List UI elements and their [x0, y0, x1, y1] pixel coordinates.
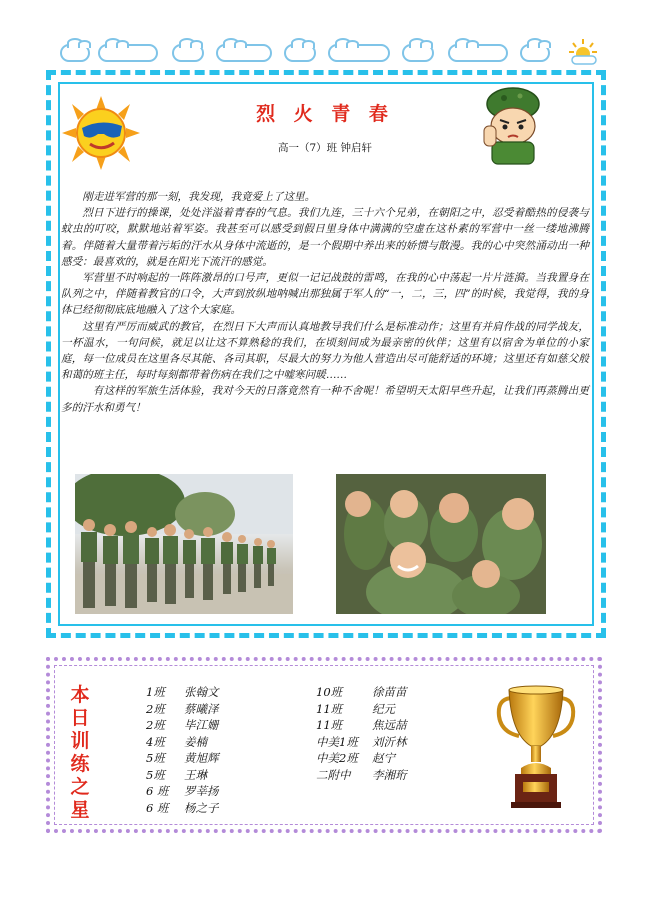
- stars-title: 本 日 训 练 之 星: [70, 684, 90, 821]
- list-item: 10班 徐苗苗: [316, 685, 407, 699]
- small-sun-icon: [566, 38, 600, 66]
- article-paragraph: 军营里不时响起的一阵阵激昂的口号声，更似一记记战鼓的雷鸣，在我的心中荡起一片片涟漪。当我置身在队列之中，伴随着教官的口令，大声到放纵地呐喊出那独属于军人的“一，二，三，四”的时候，我觉得，我的身体已经彻彻底底地融入了这个大家庭。: [61, 272, 589, 317]
- list-item: 4班 姜楠: [146, 734, 207, 749]
- stars-list-right: [316, 684, 452, 783]
- cloud-icon: [60, 44, 90, 62]
- smiling-students-photo: [336, 474, 546, 614]
- cloud-icon: [284, 44, 316, 62]
- article-paragraph: 这里有严厉而威武的教官，在烈日下大声而认真地教导我们什么是标准动作；这里有并肩作战的同学战友，一杯温水，一句问候，就足以让这不算熟稔的我们，在顷刻间成为最亲密的伙伴；这里有以宿舍为单位的小家庭，每一位成员在这里各尽其能、各司其职，尽最大的努力为他人营造出尽可能舒适的环境；这里还有如慈父般和蔼的班主任，每时每刻都带着伤病在我们之中嘘寒问暖……: [61, 320, 589, 382]
- cloud-icon: [98, 44, 158, 62]
- article-byline: 高一（7）班 钟启轩: [277, 142, 373, 154]
- list-item: 5班 黄旭辉: [146, 751, 219, 765]
- marching-students-photo: [75, 474, 293, 614]
- list-item: 11班 纪元: [316, 701, 395, 716]
- list-item: 二附中 李湘珩: [316, 767, 407, 782]
- list-item: 2班 毕江姗: [146, 718, 219, 732]
- stars-list-left: [146, 684, 264, 816]
- cloud-icon: [172, 44, 204, 62]
- article-body: [61, 189, 589, 416]
- cloud-icon: [402, 44, 434, 62]
- cloud-icon: [448, 44, 508, 62]
- list-item: 中美2班 赵宁: [316, 751, 395, 765]
- cloud-icon: [328, 44, 390, 62]
- list-item: 中美1班 刘沂林: [316, 734, 407, 749]
- article-paragraph: 有这样的军旅生活体验，我对今天的日落竟然有一种不舍呢！希望明天太阳早些升起，让我们再蒸腾出更多的汗水和勇气！: [61, 385, 589, 414]
- article-paragraph: 刚走进军营的那一刻，我发现，我竟爱上了这里。: [82, 191, 316, 203]
- list-item: 11班 焦远喆: [316, 718, 407, 732]
- article-paragraph: 烈日下进行的操课，处处洋溢着青春的气息。我们九连，三十六个兄弟，在朝阳之中，忍受着酷热的侵袭与蚊虫的叮咬，默默地站着军姿。我甚至可以感受到假日里身体中满满的空虚在这朴素的军营中一丝一缕地沸腾着。伴随着大量带着污垢的汗水从身体中流逝的，是一个假期中养出来的娇惯与散漫。我的心中突然涌动出一种感受：最喜欢的，就是在阳光下流汗的感觉。: [61, 207, 589, 268]
- cloud-banner: [40, 38, 600, 68]
- trophy-icon: [495, 684, 577, 812]
- list-item: 6 班 罗莘扬: [146, 784, 219, 798]
- cloud-icon: [520, 44, 550, 62]
- list-item: 1班 张翰文: [146, 685, 219, 699]
- list-item: 6 班 杨之子: [146, 800, 219, 815]
- cloud-icon: [216, 44, 272, 62]
- list-item: 5班 王琳: [146, 767, 207, 782]
- list-item: 2班 蔡曦泽: [146, 701, 219, 716]
- article-title: 烈 火 青 春: [256, 103, 394, 125]
